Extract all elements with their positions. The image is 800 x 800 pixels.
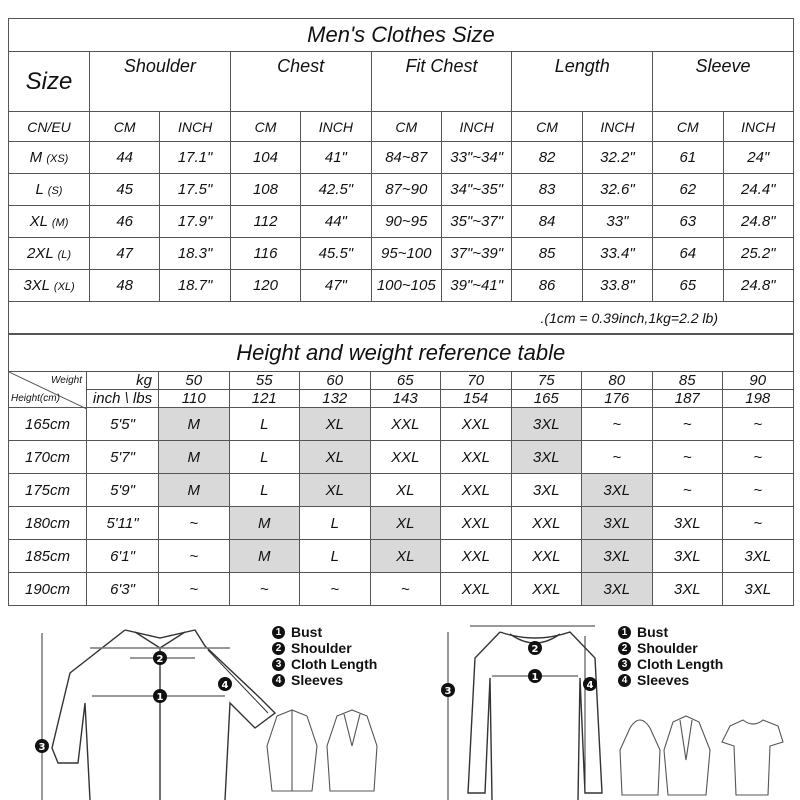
weight-height-diagonal-header [9,372,87,408]
recommended-size-cell: XXL [441,573,512,606]
recommended-size-cell: XL [370,540,441,573]
callout-4: 4 [221,680,229,691]
measurement-cell: 18.7" [160,270,230,302]
measurement-cell: 90~95 [371,206,441,238]
measurement-cell: 62 [653,174,723,206]
measurement-cell: 104 [230,142,300,174]
measurement-cell: 18.3" [160,238,230,270]
recommended-size-cell: L [229,408,300,441]
recommended-size-cell: 3XL [511,408,582,441]
unit-cell: CM [230,112,300,142]
recommended-size-cell: ~ [159,573,230,606]
dress-shirt-measurement-diagram [30,618,300,800]
unit-cell: INCH [441,112,511,142]
measurement-cell: 120 [230,270,300,302]
weight-lbs-header: 187 [652,390,723,408]
height-inch-cell: 5'11" [87,507,159,540]
recommended-size-cell: ~ [723,408,794,441]
size-cell: L (S) [9,174,90,206]
jacket-sketches [262,706,382,796]
col-header-length: Length [512,52,653,82]
mens-clothes-size-table [8,18,794,335]
header-spacer [512,82,653,112]
measurement-cell: 17.5" [160,174,230,206]
unit-row [9,112,794,142]
recommended-size-cell: M [159,474,230,507]
measurement-cell: 37"~39" [441,238,511,270]
unit-cell: CM [512,112,582,142]
header-spacer [653,82,794,112]
weight-lbs-header: 121 [229,390,300,408]
legend-item: 1 Bust [272,624,377,640]
legend-item: 2 Shoulder [618,640,723,656]
measurement-cell: 61 [653,142,723,174]
recommended-size-cell: L [300,540,371,573]
height-inch-cell: 5'9" [87,474,159,507]
measurement-legend-right [618,624,723,688]
col-header-shoulder: Shoulder [90,52,231,82]
height-inch-cell: 6'3" [87,573,159,606]
measurement-cell: 47 [90,238,160,270]
height-row [9,540,794,573]
header-spacer [371,82,512,112]
recommended-size-cell: ~ [159,507,230,540]
height-inch-cell: 5'5" [87,408,159,441]
measurement-cell: 25.2" [723,238,793,270]
size-row [9,174,794,206]
height-cm-cell: 165cm [9,408,87,441]
legend-item: 4 Sleeves [272,672,377,688]
measurement-cell: 83 [512,174,582,206]
measurement-cell: 41" [301,142,371,174]
legend-item: 1 Bust [618,624,723,640]
recommended-size-cell: 3XL [582,573,653,606]
measurement-cell: 84 [512,206,582,238]
weight-kg-header: 85 [652,372,723,390]
recommended-size-cell: ~ [300,573,371,606]
unit-cell: INCH [723,112,793,142]
height-cm-cell: 170cm [9,441,87,474]
measurement-cell: 65 [653,270,723,302]
recommended-size-cell: XL [300,408,371,441]
measurement-cell: 45 [90,174,160,206]
size-cell: 2XL (L) [9,238,90,270]
recommended-size-cell: XL [300,474,371,507]
measurement-cell: 33.4" [582,238,652,270]
weight-lbs-header: 154 [441,390,512,408]
measurement-cell: 45.5" [301,238,371,270]
unit-cell: CN/EU [9,112,90,142]
measurement-cell: 100~105 [371,270,441,302]
measurement-illustrations [0,618,800,800]
callout-1: 1 [531,672,539,683]
weight-kg-header: 60 [300,372,371,390]
measurement-cell: 48 [90,270,160,302]
sweater-measurement-diagram [430,618,610,800]
weight-kg-header: 55 [229,372,300,390]
weight-label: Weight [51,375,82,386]
unit-cell: INCH [582,112,652,142]
recommended-size-cell: XL [370,507,441,540]
recommended-size-cell: XXL [441,408,512,441]
recommended-size-cell: 3XL [582,540,653,573]
recommended-size-cell: ~ [582,441,653,474]
unit-cell: INCH [160,112,230,142]
col-header-chest: Chest [230,52,371,82]
measurement-cell: 116 [230,238,300,270]
recommended-size-cell: XXL [441,540,512,573]
recommended-size-cell: XL [370,474,441,507]
recommended-size-cell: ~ [723,441,794,474]
size-header: Size [9,52,90,112]
recommended-size-cell: XL [300,441,371,474]
recommended-size-cell: ~ [652,408,723,441]
measurement-cell: 33"~34" [441,142,511,174]
callout-2: 2 [156,654,164,665]
measurement-cell: 82 [512,142,582,174]
measurement-cell: 34"~35" [441,174,511,206]
hoodie-cardigan-tee-sketches [618,710,788,800]
measurement-cell: 24.8" [723,270,793,302]
unit-cell: CM [371,112,441,142]
recommended-size-cell: ~ [159,540,230,573]
measurement-cell: 95~100 [371,238,441,270]
measurement-cell: 33" [582,206,652,238]
recommended-size-cell: M [229,507,300,540]
conversion-note: .(1cm = 0.39inch,1kg=2.2 lb) [9,302,794,335]
size-row [9,238,794,270]
callout-3: 3 [444,686,452,697]
height-cm-cell: 190cm [9,573,87,606]
recommended-size-cell: ~ [582,408,653,441]
measurement-cell: 17.1" [160,142,230,174]
measurement-cell: 86 [512,270,582,302]
weight-lbs-header: 176 [582,390,653,408]
measurement-cell: 47" [301,270,371,302]
measurement-cell: 85 [512,238,582,270]
recommended-size-cell: 3XL [723,573,794,606]
height-row [9,573,794,606]
height-cm-cell: 185cm [9,540,87,573]
recommended-size-cell: 3XL [511,441,582,474]
weight-kg-header: 50 [159,372,230,390]
recommended-size-cell: 3XL [511,474,582,507]
measurement-cell: 17.9" [160,206,230,238]
unit-cell: INCH [301,112,371,142]
recommended-size-cell: XXL [370,441,441,474]
recommended-size-cell: 3XL [582,474,653,507]
height-row [9,441,794,474]
recommended-size-cell: M [159,408,230,441]
measurement-cell: 24.4" [723,174,793,206]
unit-cell: CM [653,112,723,142]
size-row [9,142,794,174]
kg-label: kg [87,372,159,390]
height-weight-table [8,333,794,606]
recommended-size-cell: XXL [511,507,582,540]
weight-kg-header: 75 [511,372,582,390]
measurement-cell: 35"~37" [441,206,511,238]
measurement-cell: 32.6" [582,174,652,206]
measurement-cell: 63 [653,206,723,238]
callout-4: 4 [586,680,594,691]
recommended-size-cell: M [159,441,230,474]
recommended-size-cell: ~ [723,507,794,540]
recommended-size-cell: 3XL [723,540,794,573]
size-table-title: Men's Clothes Size [9,19,794,52]
recommended-size-cell: 3XL [582,507,653,540]
recommended-size-cell: L [229,474,300,507]
legend-item: 3 Cloth Length [272,656,377,672]
height-cm-cell: 175cm [9,474,87,507]
inch-lbs-label: inch \ lbs [87,390,159,408]
callout-3: 3 [38,742,46,753]
size-cell: 3XL (XL) [9,270,90,302]
measurement-legend-left [272,624,377,688]
height-label: Height(cm) [11,393,60,404]
height-inch-cell: 6'1" [87,540,159,573]
measurement-cell: 108 [230,174,300,206]
height-row [9,474,794,507]
callout-2: 2 [531,644,539,655]
recommended-size-cell: XXL [511,540,582,573]
measurement-cell: 112 [230,206,300,238]
size-row [9,206,794,238]
weight-lbs-header: 132 [300,390,371,408]
recommended-size-cell: L [229,441,300,474]
weight-kg-header: 80 [582,372,653,390]
col-header-fit-chest: Fit Chest [371,52,512,82]
measurement-cell: 42.5" [301,174,371,206]
measurement-cell: 24" [723,142,793,174]
measurement-cell: 87~90 [371,174,441,206]
header-spacer [230,82,371,112]
recommended-size-cell: ~ [723,474,794,507]
recommended-size-cell: 3XL [652,540,723,573]
measurement-cell: 64 [653,238,723,270]
recommended-size-cell: XXL [441,441,512,474]
size-cell: M (XS) [9,142,90,174]
recommended-size-cell: 3XL [652,507,723,540]
size-cell: XL (M) [9,206,90,238]
measurement-cell: 44" [301,206,371,238]
measurement-cell: 46 [90,206,160,238]
header-spacer [90,82,231,112]
weight-kg-header: 70 [441,372,512,390]
recommended-size-cell: XXL [370,408,441,441]
height-row [9,408,794,441]
recommended-size-cell: XXL [441,474,512,507]
measurement-cell: 39"~41" [441,270,511,302]
measurement-cell: 84~87 [371,142,441,174]
recommended-size-cell: ~ [652,474,723,507]
measurement-cell: 44 [90,142,160,174]
recommended-size-cell: 3XL [652,573,723,606]
height-cm-cell: 180cm [9,507,87,540]
recommended-size-cell: M [229,540,300,573]
legend-item: 2 Shoulder [272,640,377,656]
hw-table-title: Height and weight reference table [9,334,794,372]
measurement-cell: 32.2" [582,142,652,174]
callout-1: 1 [156,692,164,703]
legend-item: 3 Cloth Length [618,656,723,672]
weight-lbs-header: 110 [159,390,230,408]
height-row [9,507,794,540]
unit-cell: CM [90,112,160,142]
recommended-size-cell: ~ [229,573,300,606]
weight-lbs-header: 198 [723,390,794,408]
weight-kg-header: 90 [723,372,794,390]
height-inch-cell: 5'7" [87,441,159,474]
weight-lbs-header: 143 [370,390,441,408]
weight-kg-header: 65 [370,372,441,390]
recommended-size-cell: ~ [370,573,441,606]
size-row [9,270,794,302]
weight-lbs-header: 165 [511,390,582,408]
recommended-size-cell: L [300,507,371,540]
measurement-cell: 33.8" [582,270,652,302]
legend-item: 4 Sleeves [618,672,723,688]
col-header-sleeve: Sleeve [653,52,794,82]
recommended-size-cell: XXL [441,507,512,540]
recommended-size-cell: XXL [511,573,582,606]
recommended-size-cell: ~ [652,441,723,474]
measurement-cell: 24.8" [723,206,793,238]
